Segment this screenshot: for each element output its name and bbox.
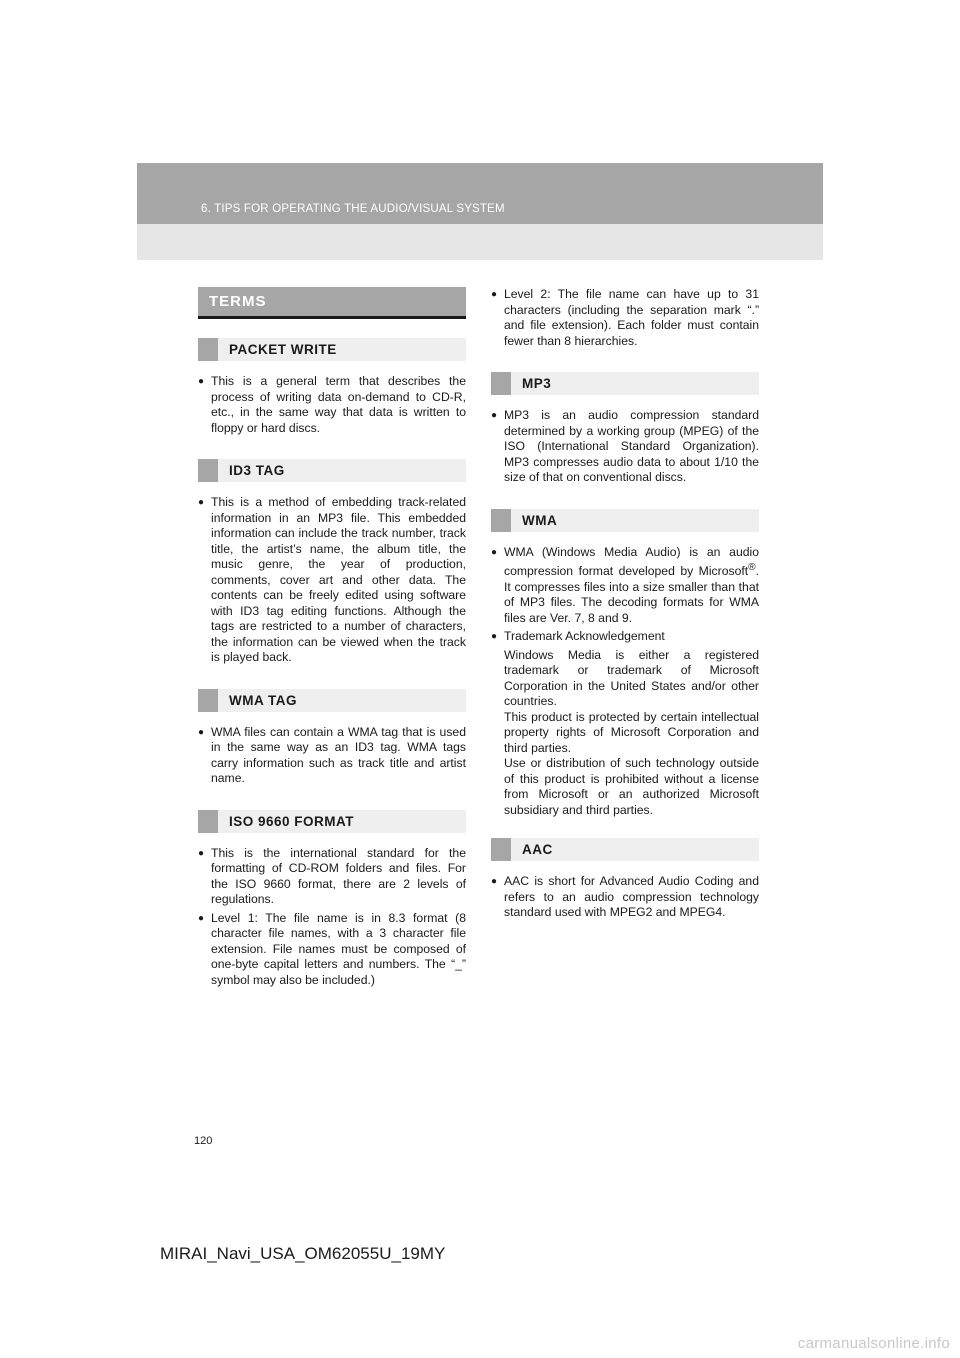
heading-text: AAC	[522, 842, 553, 858]
bullet-icon: ●	[491, 410, 498, 421]
heading-text: ISO 9660 FORMAT	[229, 813, 355, 829]
bullet-text: . It compresses files into a size smaller than that of MP3 files. The decoding formats for WMA files are Ver. 7, 8 and 9.	[504, 564, 759, 625]
bullet-icon: ●	[198, 376, 205, 387]
heading-square-icon	[491, 372, 511, 395]
section-heading-mp3	[491, 372, 759, 395]
header-top-bar	[137, 163, 823, 224]
heading-text: PACKET WRITE	[229, 342, 337, 357]
trademark-paragraph: Use or distribution of such technology outside of this product is prohibited without a license from Microsoft or an authorized Microsoft subsidiary and third parties.	[504, 756, 759, 817]
bullet-icon: ●	[198, 912, 205, 924]
bullet-item	[198, 725, 466, 787]
bullet-item	[491, 545, 759, 627]
heading-square-icon	[491, 509, 511, 532]
bullet-icon: ●	[198, 847, 205, 859]
bullet-text: This is a general term that describes the process of writing data on-demand to CD-R, etc., in the same way that data is written to floppy or hard discs.	[211, 374, 466, 435]
heading-text: MP3	[522, 376, 552, 391]
left-column	[198, 287, 466, 991]
bullet-icon: ●	[491, 546, 498, 558]
heading-text: ID3 TAG	[229, 463, 285, 478]
bullet-icon: ●	[198, 726, 205, 738]
bullet-icon: ●	[198, 497, 205, 508]
bullet-text: AAC is short for Advanced Audio Coding and refers to an audio compression technology standard used with MPEG2 and MPEG4.	[504, 874, 759, 920]
bullet-item	[198, 495, 466, 666]
section-heading-aac	[491, 838, 759, 861]
header-band	[137, 163, 823, 260]
bullet-item	[198, 374, 466, 436]
heading-text: WMA TAG	[229, 692, 297, 708]
bullet-item	[491, 408, 759, 486]
heading-text: WMA	[522, 512, 558, 528]
bullet-text: Level 1: The file name is in 8.3 format (8 character file names, with a 3 character file extension. File names must be composed of one-byte capital letters and numbers. The “_” symbol may also be included.)	[211, 910, 466, 987]
heading-square-icon	[198, 689, 218, 712]
heading-square-icon	[198, 459, 218, 482]
trademark-paragraph: Windows Media is either a registered trademark or trademark of Microsoft Corporation in the United States and/or other countries.	[504, 647, 759, 709]
heading-square-icon	[198, 810, 218, 833]
page-number: 120	[194, 1135, 213, 1147]
bullet-item	[198, 911, 466, 989]
bullet-icon: ●	[491, 289, 498, 300]
section-heading-id3-tag	[198, 459, 466, 482]
section-heading-packet-write	[198, 338, 466, 361]
trademark-paragraph: This product is protected by certain intellectual property rights of Microsoft Corporation and third parties.	[504, 709, 759, 755]
bullet-text: This is a method of embedding track-related information in an MP3 file. This embedded information can include the track number, track title, the artist’s name, the album title, the music genre, the year of production, comments, cover art and other data. The contents can be freely edited using software with ID3 tag editing functions. Although the tags are restricted to a number of characters, the information can be viewed when the track is played back.	[211, 495, 466, 664]
section-heading-wma-tag	[198, 689, 466, 712]
section-heading-wma	[491, 509, 759, 532]
chapter-title: 6. TIPS FOR OPERATING THE AUDIO/VISUAL SYSTEM	[201, 203, 505, 215]
registered-mark: ®	[748, 562, 756, 573]
bullet-text: This is the international standard for the formatting of CD-ROM folders and files. For the ISO 9660 format, there are 2 levels of regulations.	[211, 845, 466, 906]
heading-square-icon	[491, 838, 511, 861]
bullet-item	[491, 287, 759, 349]
watermark: carmanualsonline.info	[797, 1335, 950, 1352]
bullet-text: Trademark Acknowledgement	[504, 629, 665, 644]
bullet-item	[491, 874, 759, 921]
bullet-text: WMA (Windows Media Audio) is an audio compression format developed by Microsoft	[504, 544, 759, 579]
document-id: MIRAI_Navi_USA_OM62055U_19MY	[160, 1244, 446, 1263]
heading-square-icon	[198, 338, 218, 361]
right-column	[491, 287, 759, 924]
section-heading-iso9660	[198, 810, 466, 833]
bullet-item	[491, 629, 759, 645]
bullet-text: MP3 is an audio compression standard determined by a working group (MPEG) of the ISO (International Standard Organization). MP3 compresses audio data to about 1/10 the size of that on conventional discs.	[504, 408, 759, 484]
bullet-text: WMA files can contain a WMA tag that is used in the same way as an ID3 tag. WMA tags carry information such as track title and artist name.	[211, 724, 466, 785]
bullet-item	[198, 846, 466, 908]
terms-heading: TERMS	[198, 287, 466, 319]
bullet-text: Level 2: The file name can have up to 31 characters (including the separation mark “.” and file extension). Each folder must contain fewer than 8 hierarchies.	[504, 287, 759, 348]
bullet-icon: ●	[491, 876, 498, 888]
bullet-icon: ●	[491, 631, 498, 643]
